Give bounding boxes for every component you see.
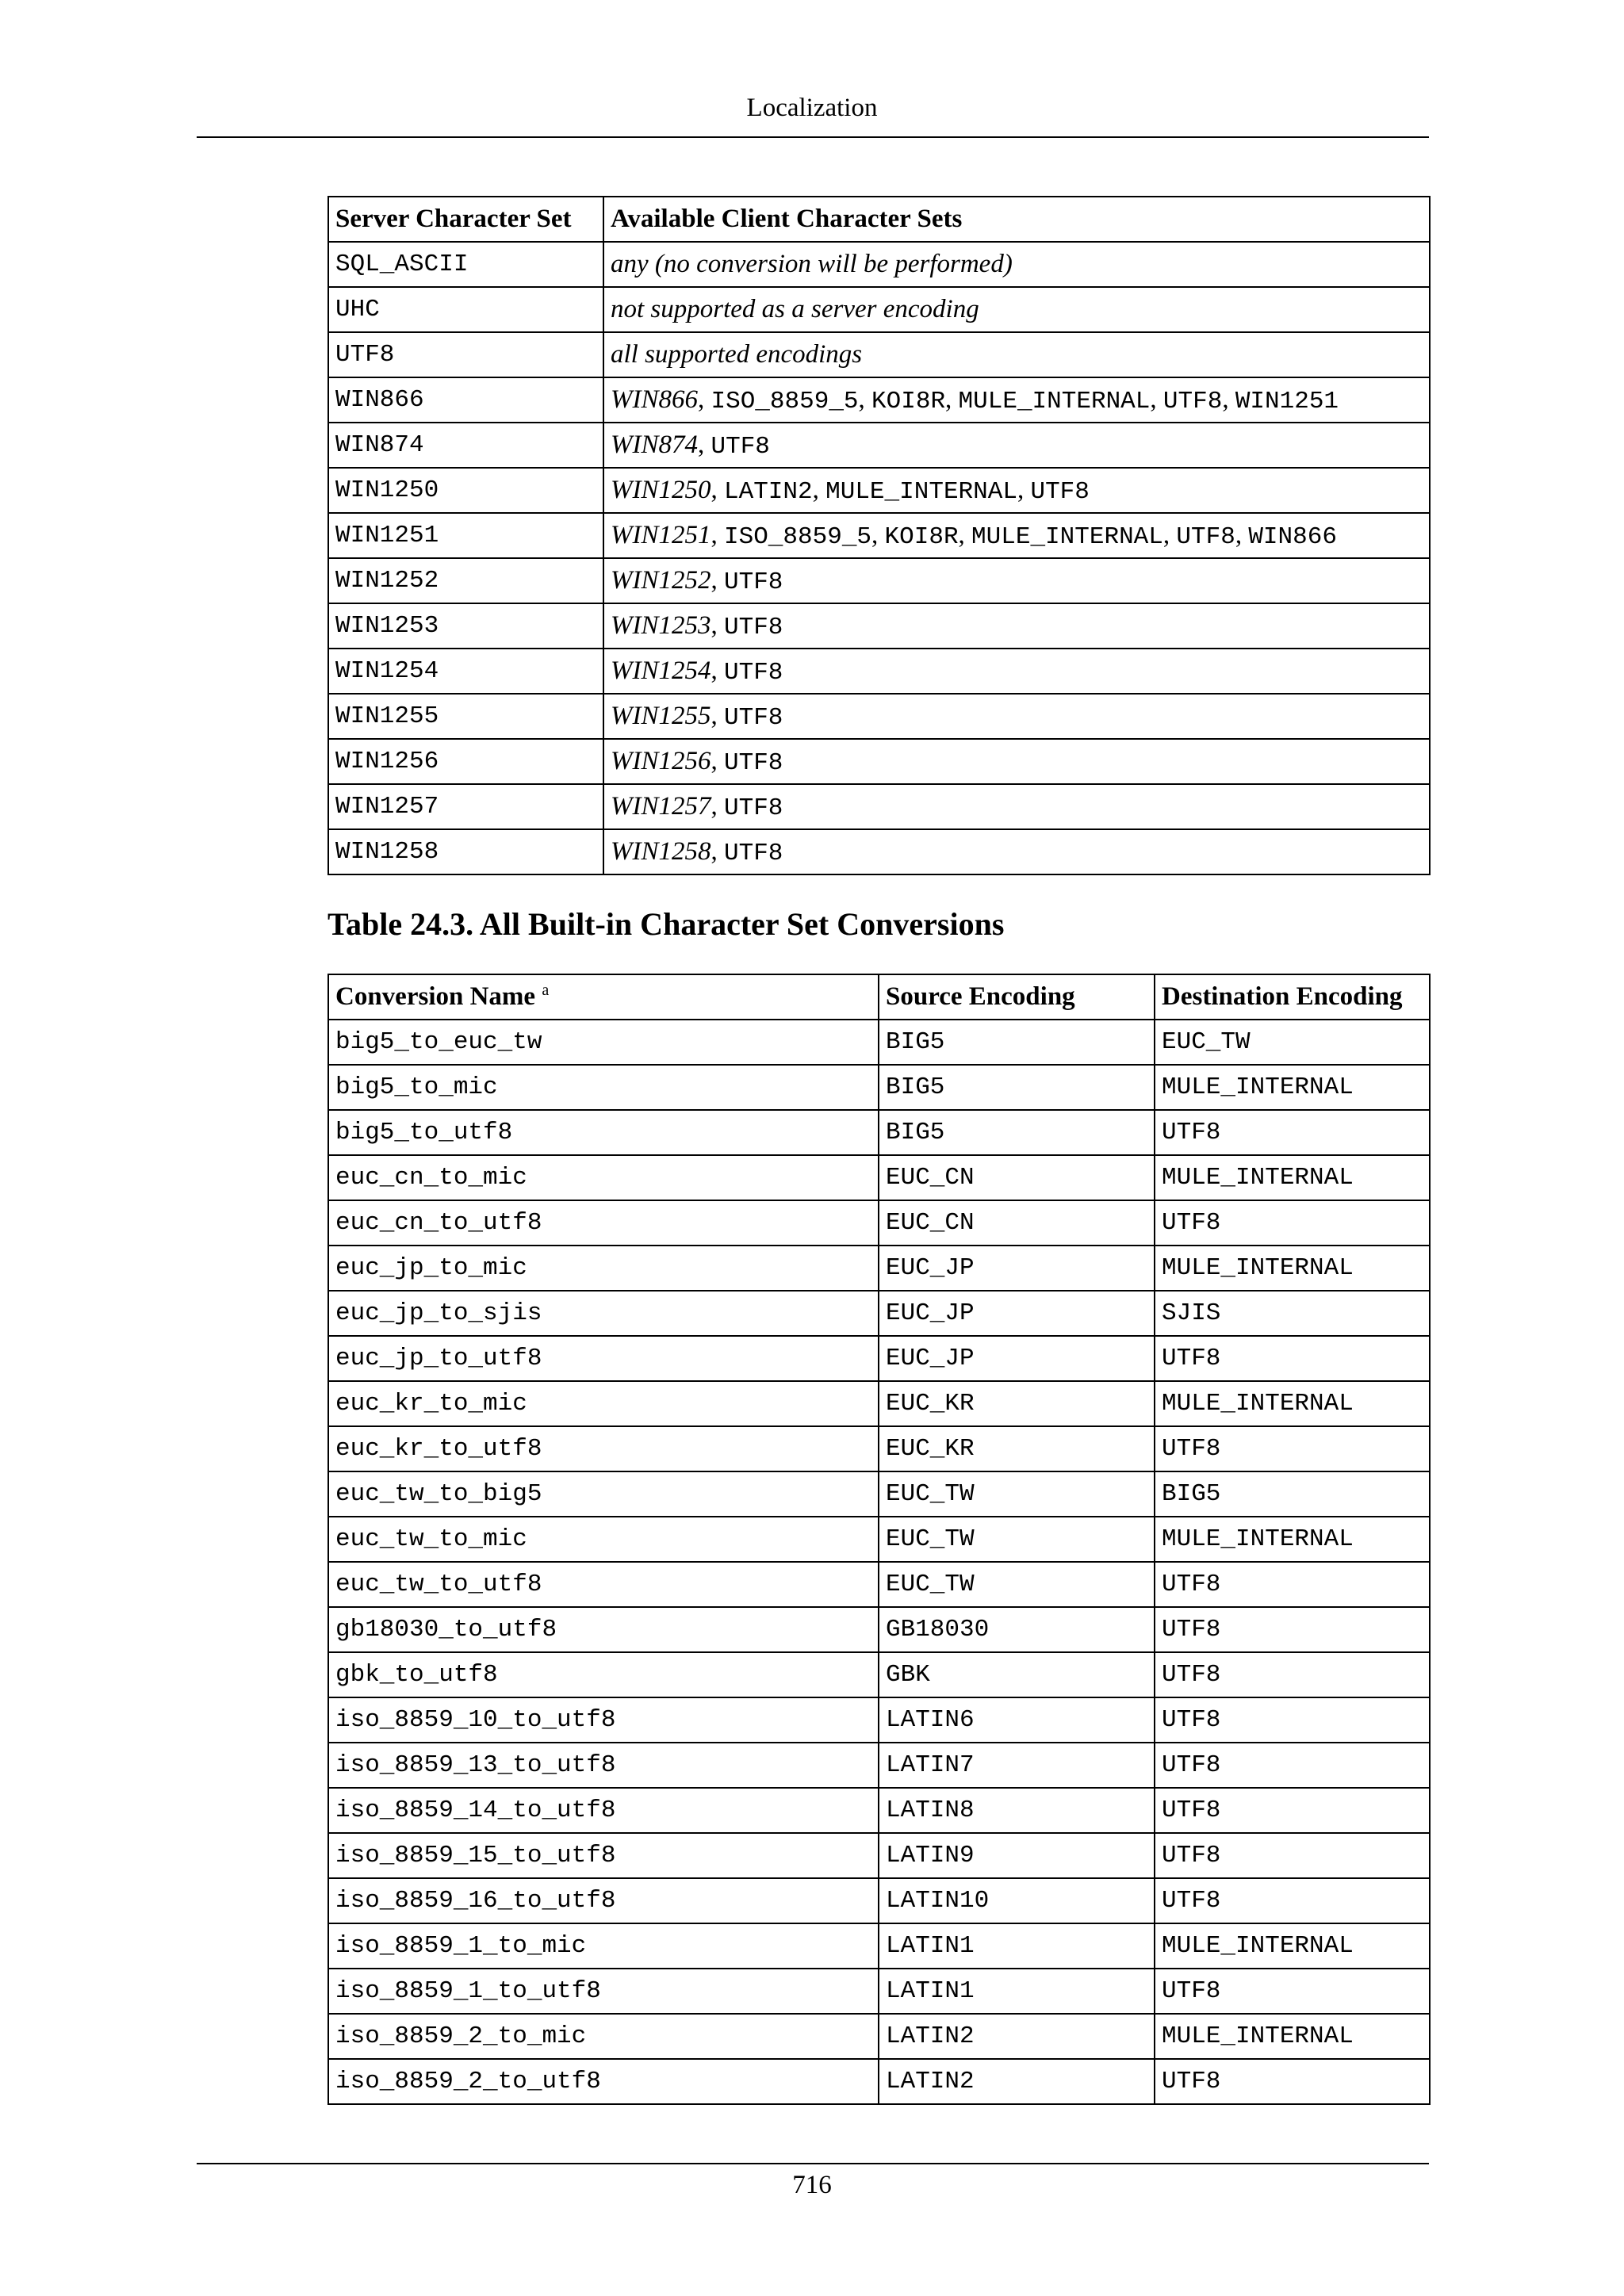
charset-name: WIN1253 <box>611 610 711 640</box>
table-row <box>328 1607 1430 1652</box>
destination-encoding-cell: BIG5 <box>1155 1471 1430 1517</box>
client-charsets-cell <box>603 242 1430 287</box>
client-charsets-cell: WIN1251, ISO_8859_5, KOI8R, MULE_INTERNAL, UTF8, WIN866 <box>603 513 1430 558</box>
table-row <box>328 558 1430 603</box>
conversion-name-cell: iso_8859_2_to_mic <box>328 2014 879 2059</box>
table-row <box>328 287 1430 332</box>
charset-name: MULE_INTERNAL <box>825 477 1017 506</box>
table-row <box>328 1426 1430 1471</box>
column-header-client-charsets: Available Client Character Sets <box>603 197 1430 242</box>
conversion-name-cell: big5_to_utf8 <box>328 1110 879 1155</box>
charset-name: UTF8 <box>710 432 770 461</box>
source-encoding-cell: GBK <box>879 1652 1155 1697</box>
destination-encoding-cell: UTF8 <box>1155 1788 1430 1833</box>
table-header-row <box>328 974 1430 1020</box>
conversion-name-cell: euc_kr_to_utf8 <box>328 1426 879 1471</box>
column-header-label: Conversion Name <box>335 982 536 1011</box>
source-encoding-cell: LATIN2 <box>879 2014 1155 2059</box>
client-charsets-cell: WIN1252, UTF8 <box>603 558 1430 603</box>
conversion-name-cell: euc_cn_to_utf8 <box>328 1200 879 1246</box>
table-row <box>328 784 1430 829</box>
conversion-name-cell: euc_jp_to_sjis <box>328 1291 879 1336</box>
client-charsets-cell: WIN1255, UTF8 <box>603 694 1430 739</box>
destination-encoding-cell: MULE_INTERNAL <box>1155 1246 1430 1291</box>
running-header: Localization <box>746 94 878 122</box>
table-row <box>328 513 1430 558</box>
table-row <box>328 649 1430 694</box>
server-charset-cell: WIN1254 <box>328 649 603 694</box>
table1-body <box>328 242 1430 874</box>
conversion-name-cell: euc_cn_to_mic <box>328 1155 879 1200</box>
conversion-name-cell: iso_8859_14_to_utf8 <box>328 1788 879 1833</box>
server-charset-cell: WIN1250 <box>328 468 603 513</box>
source-encoding-cell: GB18030 <box>879 1607 1155 1652</box>
charset-name: UTF8 <box>724 794 783 822</box>
table-row <box>328 829 1430 874</box>
charset-name: LATIN2 <box>724 477 813 506</box>
destination-encoding-cell: UTF8 <box>1155 1697 1430 1743</box>
charset-name: UTF8 <box>724 703 783 732</box>
server-charset-cell: WIN1256 <box>328 739 603 784</box>
charset-name: WIN1258 <box>611 836 711 866</box>
client-charsets-cell <box>603 287 1430 332</box>
client-charsets-cell: WIN866, ISO_8859_5, KOI8R, MULE_INTERNAL, UTF8, WIN1251 <box>603 377 1430 423</box>
table-row <box>328 1065 1430 1110</box>
server-charset-cell: WIN1252 <box>328 558 603 603</box>
destination-encoding-cell: UTF8 <box>1155 1743 1430 1788</box>
table-row <box>328 1517 1430 1562</box>
table-row <box>328 1697 1430 1743</box>
conversion-name-cell: euc_tw_to_mic <box>328 1517 879 1562</box>
client-charsets-cell: WIN1253, UTF8 <box>603 603 1430 649</box>
client-charsets-cell: WIN1257, UTF8 <box>603 784 1430 829</box>
table-row <box>328 1562 1430 1607</box>
footnote-mark: a <box>542 982 550 999</box>
table-row <box>328 1788 1430 1833</box>
destination-encoding-cell: UTF8 <box>1155 1200 1430 1246</box>
source-encoding-cell: BIG5 <box>879 1020 1155 1065</box>
server-charset-cell: UHC <box>328 287 603 332</box>
charset-name: any (no conversion will be performed) <box>611 250 1013 278</box>
conversion-name-cell: euc_tw_to_big5 <box>328 1471 879 1517</box>
charset-name: WIN866 <box>611 385 698 414</box>
destination-encoding-cell: MULE_INTERNAL <box>1155 1381 1430 1426</box>
source-encoding-cell: LATIN1 <box>879 1969 1155 2014</box>
server-charset-cell: WIN874 <box>328 423 603 468</box>
destination-encoding-cell: MULE_INTERNAL <box>1155 1517 1430 1562</box>
conversion-name-cell: big5_to_euc_tw <box>328 1020 879 1065</box>
client-charsets-cell: WIN874, UTF8 <box>603 423 1430 468</box>
charset-name: ISO_8859_5 <box>724 522 872 551</box>
destination-encoding-cell: MULE_INTERNAL <box>1155 1155 1430 1200</box>
source-encoding-cell: EUC_TW <box>879 1562 1155 1607</box>
column-header-server-charset: Server Character Set <box>328 197 603 242</box>
table-row <box>328 1471 1430 1517</box>
conversion-name-cell: iso_8859_16_to_utf8 <box>328 1878 879 1923</box>
charset-name: ISO_8859_5 <box>710 387 859 415</box>
destination-encoding-cell: MULE_INTERNAL <box>1155 1923 1430 1969</box>
server-charset-cell: WIN1253 <box>328 603 603 649</box>
table-row <box>328 694 1430 739</box>
source-encoding-cell: EUC_JP <box>879 1246 1155 1291</box>
source-encoding-cell: EUC_TW <box>879 1517 1155 1562</box>
charset-name: MULE_INTERNAL <box>958 387 1151 415</box>
client-charsets-cell: WIN1258, UTF8 <box>603 829 1430 874</box>
charset-name: WIN1251 <box>611 520 711 549</box>
destination-encoding-cell: SJIS <box>1155 1291 1430 1336</box>
source-encoding-cell: EUC_JP <box>879 1336 1155 1381</box>
destination-encoding-cell: UTF8 <box>1155 1426 1430 1471</box>
conversion-name-cell: iso_8859_2_to_utf8 <box>328 2059 879 2104</box>
destination-encoding-cell: UTF8 <box>1155 1336 1430 1381</box>
table-row <box>328 468 1430 513</box>
table-row <box>328 1381 1430 1426</box>
column-header-source-encoding: Source Encoding <box>879 974 1155 1020</box>
table-row <box>328 1020 1430 1065</box>
source-encoding-cell: EUC_JP <box>879 1291 1155 1336</box>
source-encoding-cell: LATIN2 <box>879 2059 1155 2104</box>
source-encoding-cell: EUC_KR <box>879 1426 1155 1471</box>
table-row <box>328 1291 1430 1336</box>
charset-name: KOI8R <box>871 387 946 415</box>
table-row <box>328 1878 1430 1923</box>
header-rule <box>197 136 1429 138</box>
charset-name: UTF8 <box>1162 387 1223 415</box>
table-row <box>328 1969 1430 2014</box>
table-row <box>328 2014 1430 2059</box>
conversion-name-cell: euc_jp_to_utf8 <box>328 1336 879 1381</box>
table-row <box>328 1743 1430 1788</box>
table-caption: Table 24.3. All Built-in Character Set Conversions <box>327 906 1005 942</box>
charset-name: UTF8 <box>724 839 783 867</box>
column-header-destination-encoding: Destination Encoding <box>1155 974 1430 1020</box>
conversion-name-cell: iso_8859_10_to_utf8 <box>328 1697 879 1743</box>
charset-name: WIN1257 <box>611 791 711 821</box>
table-row <box>328 423 1430 468</box>
destination-encoding-cell: EUC_TW <box>1155 1020 1430 1065</box>
client-charsets-cell: WIN1250, LATIN2, MULE_INTERNAL, UTF8 <box>603 468 1430 513</box>
charset-name: WIN866 <box>1248 522 1337 551</box>
source-encoding-cell: LATIN1 <box>879 1923 1155 1969</box>
table-row <box>328 603 1430 649</box>
destination-encoding-cell: UTF8 <box>1155 1878 1430 1923</box>
destination-encoding-cell: UTF8 <box>1155 1562 1430 1607</box>
server-client-charset-table <box>327 196 1431 875</box>
server-charset-cell: WIN1257 <box>328 784 603 829</box>
charset-name: not supported as a server encoding <box>611 295 979 323</box>
conversion-name-cell: gb18030_to_utf8 <box>328 1607 879 1652</box>
source-encoding-cell: EUC_KR <box>879 1381 1155 1426</box>
table-row <box>328 377 1430 423</box>
charset-name: WIN1252 <box>611 565 711 595</box>
source-encoding-cell: LATIN7 <box>879 1743 1155 1788</box>
client-charsets-cell <box>603 332 1430 377</box>
table-row <box>328 332 1430 377</box>
charset-name: UTF8 <box>724 613 783 641</box>
charset-name: WIN1250 <box>611 475 711 504</box>
source-encoding-cell: BIG5 <box>879 1110 1155 1155</box>
server-charset-cell: WIN1251 <box>328 513 603 558</box>
source-encoding-cell: LATIN10 <box>879 1878 1155 1923</box>
source-encoding-cell: EUC_CN <box>879 1155 1155 1200</box>
charset-name: UTF8 <box>1030 477 1090 506</box>
table-row <box>328 1155 1430 1200</box>
table-header-row <box>328 197 1430 242</box>
conversion-name-cell: iso_8859_13_to_utf8 <box>328 1743 879 1788</box>
table-row <box>328 1200 1430 1246</box>
charset-name: UTF8 <box>724 568 783 596</box>
destination-encoding-cell: MULE_INTERNAL <box>1155 1065 1430 1110</box>
destination-encoding-cell: UTF8 <box>1155 1110 1430 1155</box>
table-row <box>328 1110 1430 1155</box>
charset-name: WIN1255 <box>611 701 711 730</box>
conversion-name-cell: euc_kr_to_mic <box>328 1381 879 1426</box>
charset-name: UTF8 <box>1176 522 1235 551</box>
conversion-name-cell: iso_8859_1_to_mic <box>328 1923 879 1969</box>
charset-name: MULE_INTERNAL <box>971 522 1163 551</box>
charset-name: WIN1254 <box>611 656 711 685</box>
client-charsets-cell: WIN1254, UTF8 <box>603 649 1430 694</box>
destination-encoding-cell: UTF8 <box>1155 1652 1430 1697</box>
charset-name: all supported encodings <box>611 340 863 369</box>
conversion-name-cell: euc_tw_to_utf8 <box>328 1562 879 1607</box>
destination-encoding-cell: MULE_INTERNAL <box>1155 2014 1430 2059</box>
page-number: 716 <box>792 2171 832 2199</box>
table2-body <box>328 1020 1430 2104</box>
column-header-conversion-name <box>328 974 879 1020</box>
table-row <box>328 242 1430 287</box>
conversion-name-cell: iso_8859_15_to_utf8 <box>328 1833 879 1878</box>
footer-rule <box>197 2163 1429 2164</box>
table-row <box>328 1246 1430 1291</box>
charset-name: KOI8R <box>884 522 959 551</box>
server-charset-cell: WIN1255 <box>328 694 603 739</box>
source-encoding-cell: BIG5 <box>879 1065 1155 1110</box>
server-charset-cell: SQL_ASCII <box>328 242 603 287</box>
charset-name: UTF8 <box>724 658 783 687</box>
conversion-name-cell: iso_8859_1_to_utf8 <box>328 1969 879 2014</box>
server-charset-cell: WIN1258 <box>328 829 603 874</box>
table-row <box>328 1336 1430 1381</box>
source-encoding-cell: EUC_CN <box>879 1200 1155 1246</box>
table-row <box>328 1652 1430 1697</box>
table-row <box>328 2059 1430 2104</box>
conversion-name-cell: big5_to_mic <box>328 1065 879 1110</box>
conversion-name-cell: gbk_to_utf8 <box>328 1652 879 1697</box>
destination-encoding-cell: UTF8 <box>1155 1607 1430 1652</box>
source-encoding-cell: EUC_TW <box>879 1471 1155 1517</box>
charset-name: WIN1256 <box>611 746 711 775</box>
source-encoding-cell: LATIN6 <box>879 1697 1155 1743</box>
client-charsets-cell: WIN1256, UTF8 <box>603 739 1430 784</box>
source-encoding-cell: LATIN9 <box>879 1833 1155 1878</box>
server-charset-cell: WIN866 <box>328 377 603 423</box>
destination-encoding-cell: UTF8 <box>1155 2059 1430 2104</box>
charset-name: WIN874 <box>611 430 698 459</box>
destination-encoding-cell: UTF8 <box>1155 1969 1430 2014</box>
table-row <box>328 739 1430 784</box>
conversion-name-cell: euc_jp_to_mic <box>328 1246 879 1291</box>
source-encoding-cell: LATIN8 <box>879 1788 1155 1833</box>
table-row <box>328 1833 1430 1878</box>
charset-name: UTF8 <box>724 748 783 777</box>
server-charset-cell: UTF8 <box>328 332 603 377</box>
table-row <box>328 1923 1430 1969</box>
charset-name: WIN1251 <box>1235 387 1339 415</box>
destination-encoding-cell: UTF8 <box>1155 1833 1430 1878</box>
conversions-table <box>327 974 1431 2105</box>
